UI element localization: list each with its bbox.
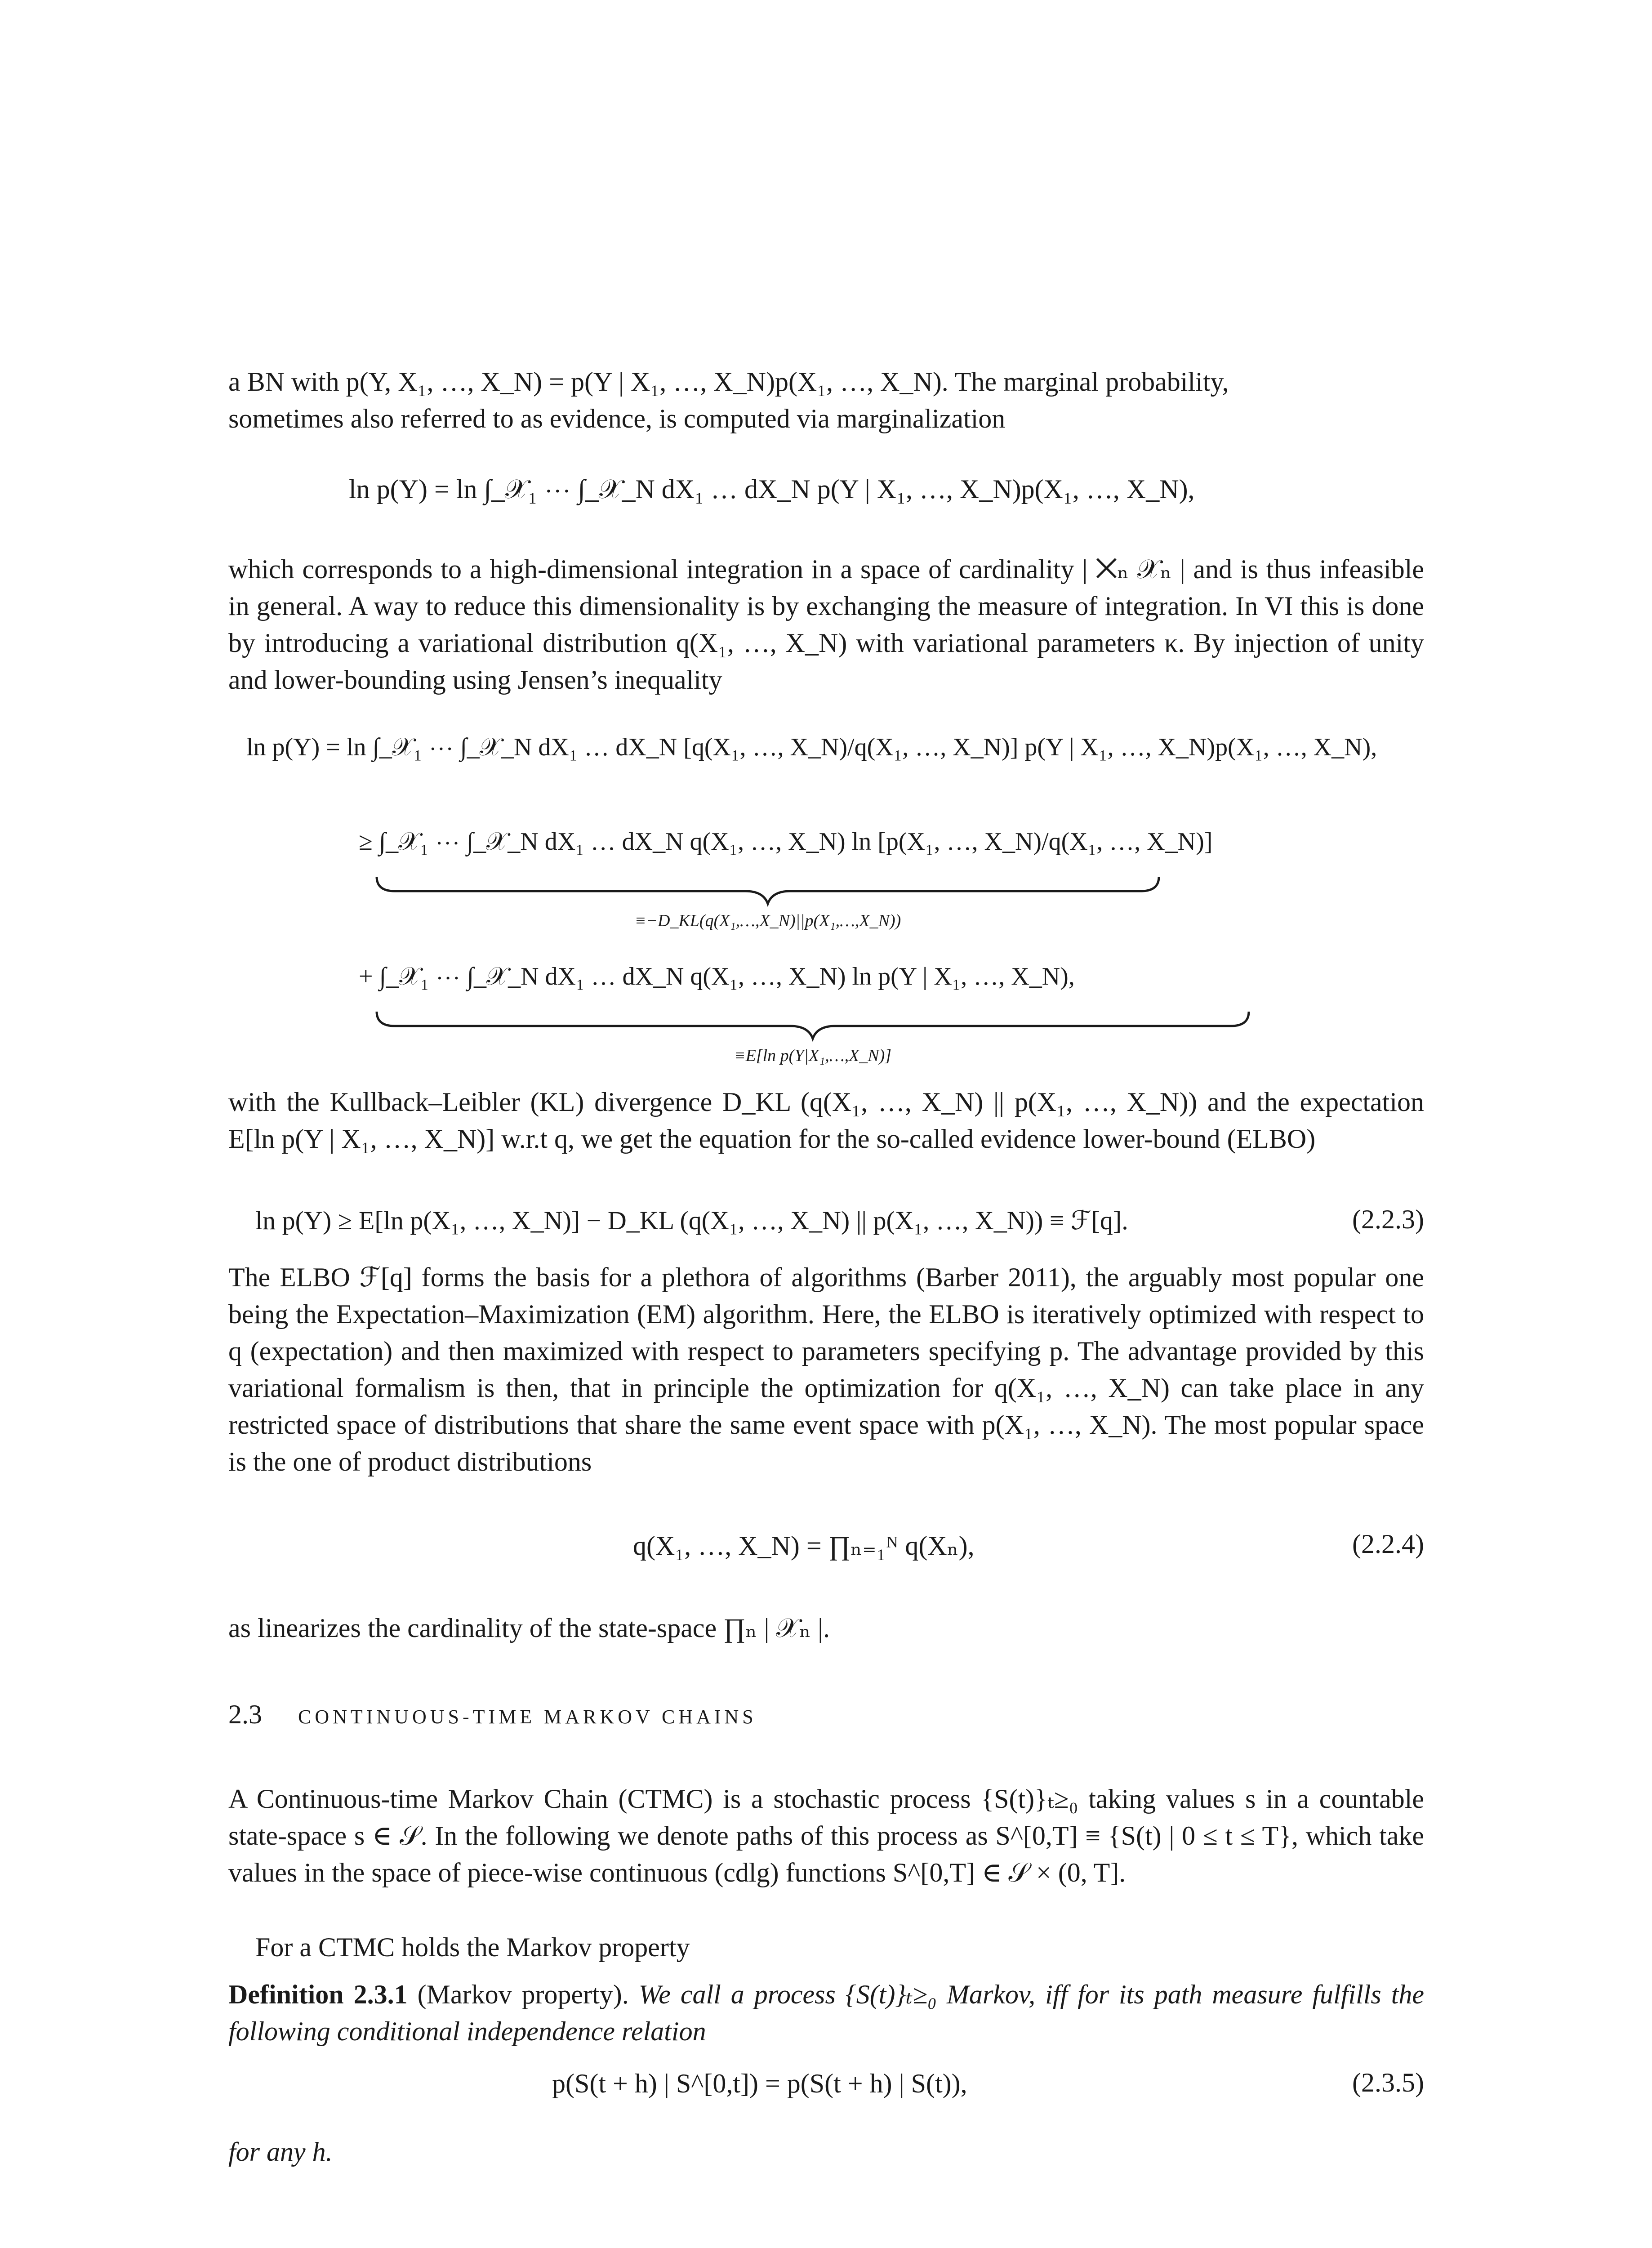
paragraph-state-space: as linearizes the cardinality of the state-space ∏ₙ | 𝒳ₙ |. (228, 1613, 830, 1643)
text-line: a BN with p(Y, X₁, …, X_N) = p(Y | X₁, …, X_N)p(X₁, …, X_N). The marginal probability, (228, 367, 1229, 397)
definition-block (228, 1976, 1424, 2050)
underbrace-label: ≡−D_KL(q(X₁,…,X_N)||p(X₁,…,X_N)) (634, 911, 901, 930)
equation-2-2-3 (228, 1196, 1424, 1245)
paragraph-ctmc: A Continuous-time Markov Chain (CTMC) is a stochastic process {S(t)}ₜ≥₀ taking values s in a countable state-space s ∈ 𝒮. In the following we denote paths of this process as S^[0,T] ≡ {S(t) | 0 ≤ t ≤ T}, which take values in the space of piece-wise continuous (cdlg) functions S^[0,T] ∈ 𝒮 × (0, T]. (228, 1784, 1424, 1887)
definition-text: We call a process {S(t)}ₜ≥₀ Markov, iff for its path measure fulfills the following conditional independence relation (228, 1980, 1425, 2046)
equation-svg (228, 2059, 1307, 2109)
definition-end: for any h. (228, 2137, 333, 2167)
equation-line: ≥ ∫_𝒳₁ ⋯ ∫_𝒳_N dX₁ … dX_N q(X₁, …, X_N) ln [p(X₁, …, X_N)/q(X₁, …, X_N)] (359, 828, 1213, 856)
equation-text: p(S(t + h) | S^[0,t]) = p(S(t + h) | S(t)), (552, 2069, 967, 2098)
equation-number: (2.2.4) (1352, 1529, 1424, 1559)
equation-marginal (228, 459, 1424, 544)
definition-name: (Markov property). (417, 1980, 629, 2009)
paragraph-markov-intro: For a CTMC holds the Markov property (255, 1932, 690, 1962)
equation-line: + ∫_𝒳₁ ⋯ ∫_𝒳_N dX₁ … dX_N q(X₁, …, X_N) ln p(Y | X₁, …, X_N), (359, 963, 1075, 990)
paragraph-cardinality: which corresponds to a high-dimensional integration in a space of cardinality | ⨉ₙ 𝒳ₙ | and is thus infeasible in general. A way to reduce this dimensionality is by exchanging the measure of integration. In VI this is done by introducing a variational distribution q(X₁, …, X_N) with variational parameters κ. By injection of unity and lower-bounding using Jensen’s inequality (228, 554, 1424, 695)
equation-2-3-5 (228, 2059, 1424, 2109)
underbrace (377, 877, 1159, 904)
equation-text: ln p(Y) = ln ∫_𝒳₁ ⋯ ∫_𝒳_N dX₁ … dX_N p(Y | X₁, …, X_N)p(X₁, …, X_N), (349, 474, 1195, 504)
equation-svg (228, 1196, 1307, 1245)
text-line: sometimes also referred to as evidence, is computed via marginalization (228, 404, 1006, 433)
equation-elbo-derivation (228, 715, 1424, 1066)
section-heading (228, 1696, 1424, 1735)
paragraph-kl: with the Kullback–Leibler (KL) divergence D_KL (q(X₁, …, X_N) || p(X₁, …, X_N)) and the expectation E[ln p(Y | X₁, …, X_N)] w.r.t q, we get the equation for the so-called evidence lower-bound (ELBO) (228, 1087, 1424, 1154)
underbrace-label: ≡E[ln p(Y|X₁,…,X_N)] (734, 1046, 892, 1065)
equation-line: ln p(Y) = ln ∫_𝒳₁ ⋯ ∫_𝒳_N dX₁ … dX_N [q(X₁, …, X_N)/q(X₁, …, X_N)] p(Y | X₁, …, X_N)p(X₁, …, X_N), (246, 733, 1377, 761)
equation-svg (228, 715, 1424, 1066)
equation-text: q(X₁, …, X_N) = ∏ₙ₌₁ᴺ q(Xₙ), (633, 1531, 975, 1561)
equation-number: (2.2.3) (1352, 1204, 1424, 1234)
equation-number: (2.3.5) (1352, 2068, 1424, 2097)
equation-text: ln p(Y) ≥ E[ln p(X₁, …, X_N)] − D_KL (q(X₁, …, X_N) || p(X₁, …, X_N)) ≡ ℱ[q]. (255, 1206, 1128, 1235)
underbrace (377, 1012, 1249, 1039)
section-number: 2.3 (228, 1699, 262, 1729)
equation-svg (228, 1493, 1307, 1601)
equation-2-2-4 (228, 1493, 1424, 1601)
paragraph-intro (228, 363, 1424, 437)
section-title: CONTINUOUS-TIME MARKOV CHAINS (298, 1706, 757, 1728)
paragraph-elbo-algorithms: The ELBO ℱ[q] forms the basis for a plethora of algorithms (Barber 2011), the arguably most popular one being the Expectation–Maximization (EM) algorithm. Here, the ELBO is iteratively optimized with respect to q (expectation) and then maximized with respect to parameters specifying p. The advantage provided by this variational formalism is then, that in principle the optimization for q(X₁, …, X_N) can take place in any restricted space of distributions that share the same event space with p(X₁, …, X_N). The most popular space is the one of product distributions (228, 1262, 1424, 1476)
definition-label: Definition 2.3.1 (228, 1980, 408, 2009)
equation-svg (228, 459, 1424, 544)
